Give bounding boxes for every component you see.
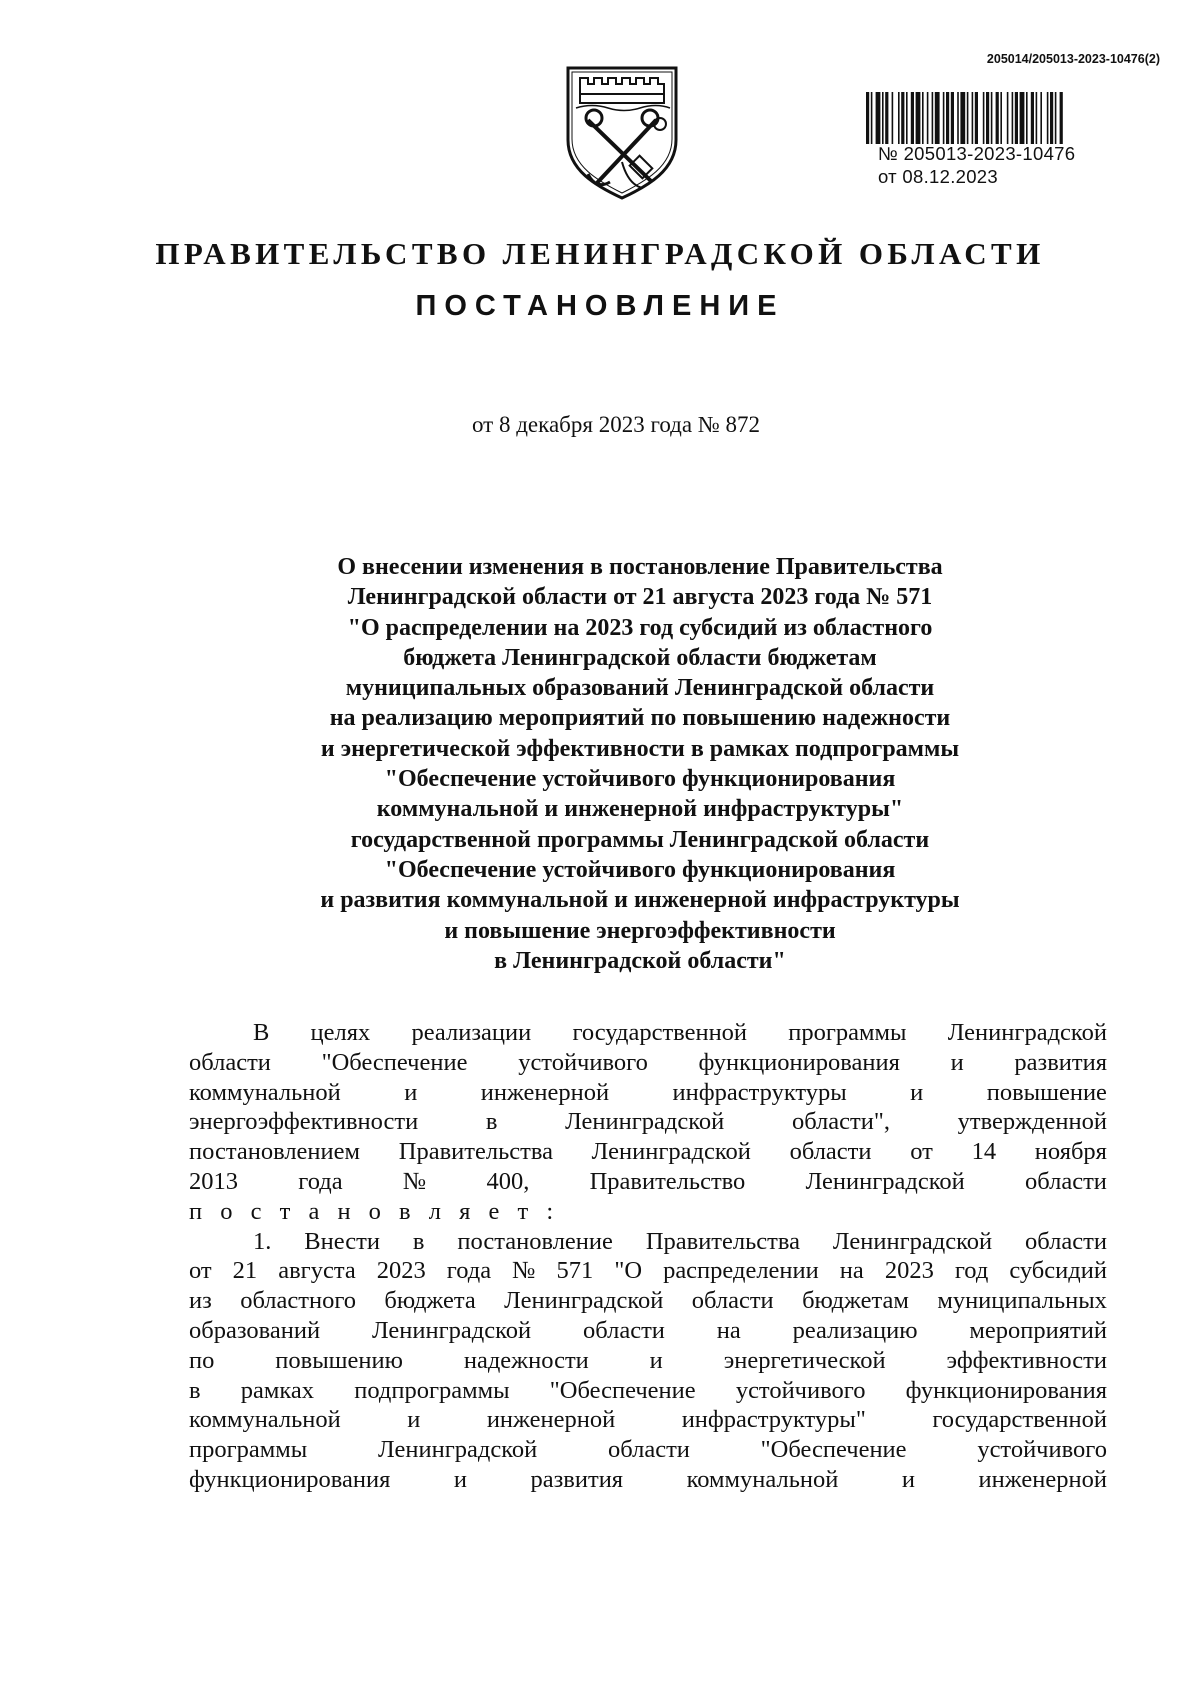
word: в	[485, 1108, 498, 1136]
body-line	[189, 1346, 1107, 1376]
title-line: в Ленинградской области"	[494, 947, 786, 974]
word: области",	[791, 1108, 890, 1136]
word: №	[402, 1167, 427, 1195]
word: и	[901, 1465, 916, 1493]
word: №	[512, 1257, 536, 1285]
word: "О	[614, 1257, 643, 1285]
barcode-bar	[1026, 92, 1028, 144]
word: инфраструктуры	[672, 1078, 847, 1106]
document-date-number: от 8 декабря 2023 года № 872	[471, 412, 761, 437]
word: и	[649, 1346, 663, 1374]
word: по	[189, 1346, 215, 1374]
word: Ленинградской	[378, 1436, 538, 1464]
word: областного	[240, 1287, 357, 1315]
barcode-bar	[960, 92, 965, 144]
barcode-bar	[1055, 92, 1057, 144]
barcode-bar	[975, 92, 978, 144]
word: коммунальной	[686, 1465, 839, 1493]
barcode-bar	[951, 92, 954, 144]
word: 2023	[884, 1257, 934, 1285]
title-line: коммунальной и инженерной инфраструктуры"	[376, 796, 904, 823]
title-line: на реализацию мероприятий по повышению надежности	[329, 705, 951, 732]
word: и	[407, 1406, 421, 1434]
title-line: "Обеспечение устойчивого функционирования	[384, 856, 896, 883]
word: Правительство	[589, 1167, 746, 1195]
body-line	[189, 1435, 1107, 1465]
barcode-bar	[996, 92, 999, 144]
body-line	[189, 1167, 1107, 1197]
barcode-bar	[943, 92, 945, 144]
barcode-bar	[1007, 92, 1009, 144]
title-line: государственной программы Ленинградской области	[350, 826, 930, 853]
registration-number: № 205013-2023-10476	[878, 143, 1076, 164]
body-line	[189, 1316, 1107, 1346]
barcode-bar	[882, 92, 884, 144]
barcode-bar	[1050, 92, 1053, 144]
title-line: муниципальных образований Ленинградской области	[345, 675, 935, 702]
word: функционирования	[189, 1465, 391, 1493]
barcode-bar	[957, 92, 959, 144]
word: утвержденной	[957, 1108, 1107, 1136]
barcode-bar	[1000, 92, 1002, 144]
word: рамках	[240, 1376, 315, 1404]
word: и	[404, 1078, 418, 1106]
word: функционирования	[698, 1048, 900, 1076]
body-line	[189, 1048, 1107, 1078]
word: инженерной	[480, 1078, 610, 1106]
word: в	[189, 1376, 201, 1404]
barcode-bar	[1015, 92, 1018, 144]
word: инженерной	[486, 1406, 616, 1434]
barcode-bar	[991, 92, 993, 144]
word: устойчивого	[735, 1376, 866, 1404]
barcode-bar	[972, 92, 974, 144]
word: мероприятий	[969, 1316, 1107, 1344]
barcode-bar	[916, 92, 921, 144]
word: 1.	[253, 1227, 272, 1255]
word: из	[189, 1287, 212, 1315]
word: надежности	[463, 1346, 589, 1374]
word: 2013	[189, 1167, 238, 1195]
barcode-bar	[946, 92, 949, 144]
government-title: ПРАВИТЕЛЬСТВО ЛЕНИНГРАДСКОЙ ОБЛАСТИ	[155, 236, 1045, 271]
barcode	[866, 92, 1136, 144]
body-line	[189, 1256, 1107, 1286]
word: Ленинградской	[805, 1167, 965, 1195]
barcode-bar	[871, 92, 873, 144]
barcode-bar	[1031, 92, 1034, 144]
word: повышению	[275, 1346, 403, 1374]
word: образований	[189, 1316, 321, 1344]
word: области	[583, 1316, 665, 1344]
word: реализации	[411, 1019, 532, 1046]
word: устойчивого	[977, 1436, 1107, 1464]
word: области	[691, 1287, 774, 1315]
word: Правительства	[398, 1138, 553, 1166]
barcode-bar	[986, 92, 989, 144]
barcode-bar	[1040, 92, 1042, 144]
word: бюджетам	[802, 1287, 909, 1315]
body-text	[189, 1018, 1107, 1495]
word: инфраструктуры"	[681, 1406, 866, 1434]
word: года	[446, 1257, 492, 1285]
barcode-bar	[898, 92, 900, 144]
body-line	[189, 1018, 1107, 1048]
word: области	[1025, 1227, 1107, 1255]
word: развития	[530, 1465, 624, 1493]
registration-date: от 08.12.2023	[878, 166, 998, 187]
word: устойчивого	[518, 1048, 648, 1076]
barcode-bar	[927, 92, 929, 144]
word: муниципальных	[937, 1287, 1107, 1315]
word: области	[189, 1048, 271, 1076]
word: энергетической	[723, 1346, 886, 1374]
body-line	[189, 1107, 1107, 1137]
document-type: ПОСТАНОВЛЕНИЕ	[415, 290, 785, 322]
word: инженерной	[978, 1465, 1107, 1493]
word: 571	[556, 1257, 594, 1285]
word: программы	[788, 1019, 907, 1046]
body-line	[189, 1465, 1107, 1495]
body-line	[189, 1137, 1107, 1167]
word: целях	[310, 1019, 371, 1046]
barcode-bar	[885, 92, 888, 144]
word: от	[910, 1138, 933, 1166]
title-line: О внесении изменения в постановление Правительства	[337, 554, 943, 580]
barcode-bar	[1060, 92, 1063, 144]
barcode-bar	[1047, 92, 1049, 144]
barcode-bar	[1012, 92, 1014, 144]
barcode-bar	[983, 92, 985, 144]
word: 21	[232, 1257, 258, 1285]
title-line: и энергетической эффективности в рамках подпрограммы	[320, 735, 960, 762]
title-line: "Обеспечение устойчивого функционирования	[384, 766, 896, 793]
word: в	[412, 1227, 425, 1255]
word: бюджета	[384, 1287, 476, 1315]
barcode-bar	[967, 92, 969, 144]
word: повышение	[986, 1078, 1107, 1106]
barcode-bar	[935, 92, 940, 144]
barcode-bar	[1036, 92, 1038, 144]
word: развития	[1014, 1048, 1107, 1076]
body-line	[189, 1405, 1107, 1435]
word: Ленинградской	[832, 1227, 993, 1255]
word: Ленинградской	[504, 1287, 664, 1315]
barcode-bar	[932, 92, 934, 144]
body-line	[189, 1227, 1107, 1257]
word: Внести	[304, 1227, 380, 1255]
word: программы	[189, 1436, 308, 1464]
word: "Обеспечение	[321, 1048, 468, 1076]
barcode-bar	[876, 92, 881, 144]
word: и	[453, 1465, 467, 1493]
word: государственной	[932, 1406, 1107, 1434]
word: функционирования	[905, 1376, 1107, 1404]
word: Ленинградской	[371, 1316, 532, 1344]
word: постановление	[457, 1227, 613, 1255]
word: "Обеспечение	[760, 1436, 907, 1464]
barcode-bar	[906, 92, 908, 144]
barcode-bar	[1020, 92, 1025, 144]
document-code: 205014/205013-2023-10476(2)	[986, 52, 1160, 66]
word: Ленинградской	[947, 1019, 1107, 1046]
title-line: бюджета Ленинградской области бюджетам	[403, 644, 877, 671]
word: распределении	[663, 1257, 819, 1285]
word: 400,	[486, 1167, 530, 1195]
word: августа	[278, 1257, 356, 1285]
word: "Обеспечение	[549, 1376, 696, 1404]
word: области	[1025, 1167, 1107, 1195]
word: ноября	[1034, 1138, 1107, 1166]
title-line: и повышение энергоэффективности	[444, 917, 836, 944]
title-line: "О распределении на 2023 год субсидий из областного	[347, 614, 933, 641]
word: от	[189, 1257, 212, 1285]
word: и	[910, 1078, 924, 1106]
word: на	[839, 1257, 864, 1285]
barcode-bar	[901, 92, 904, 144]
word: государственной	[572, 1019, 748, 1046]
body-line	[189, 1197, 1107, 1227]
body-line	[189, 1376, 1107, 1406]
barcode-bar	[911, 92, 914, 144]
document-title	[240, 552, 1040, 976]
word: года	[298, 1167, 343, 1195]
word: постановлением	[189, 1138, 361, 1166]
word: эффективности	[946, 1346, 1107, 1374]
barcode-bar	[892, 92, 894, 144]
word: Правительства	[645, 1227, 800, 1255]
body-line	[189, 1078, 1107, 1108]
barcode-bar	[866, 92, 869, 144]
title-line: и развития коммунальной и инженерной инфраструктуры	[320, 887, 960, 914]
body-line	[189, 1286, 1107, 1316]
word: Ленинградской	[565, 1108, 725, 1136]
word: подпрограммы	[354, 1376, 510, 1404]
word: 2023	[376, 1257, 426, 1285]
word: 14	[971, 1138, 997, 1166]
word: Ленинградской	[591, 1138, 751, 1166]
word: области	[608, 1436, 690, 1464]
word: п о с т а н о в л я е т :	[189, 1197, 560, 1225]
word: и	[950, 1048, 964, 1076]
word: энергоэффективности	[189, 1108, 419, 1136]
coat-of-arms-icon	[562, 62, 682, 200]
word: на	[716, 1316, 741, 1344]
word: В	[253, 1019, 270, 1046]
word: субсидий	[1009, 1257, 1107, 1285]
word: год	[954, 1257, 989, 1285]
barcode-bar	[922, 92, 924, 144]
title-line: Ленинградской области от 21 августа 2023 года № 571	[347, 584, 933, 611]
word: коммунальной	[189, 1406, 341, 1434]
word: области	[789, 1138, 872, 1166]
word: реализацию	[792, 1316, 918, 1344]
word: коммунальной	[189, 1078, 341, 1106]
